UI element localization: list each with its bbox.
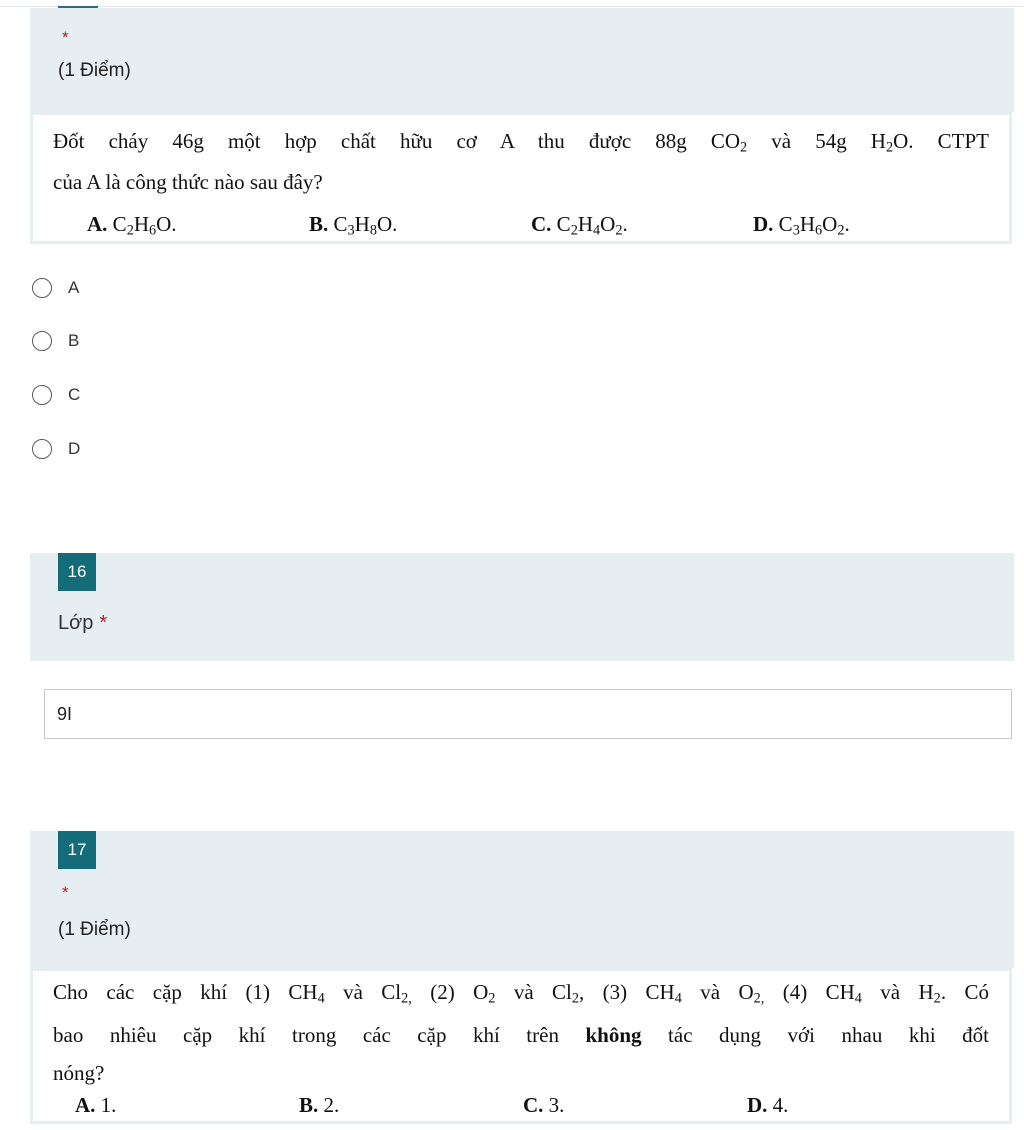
question-17-stem-line1: Cho các cặp khí (1) $CH_4$ và $Cl_{2,}$ (2) $O_2$ và $Cl_2$, (3) $CH_4$ và $O_{2,}$ (4) $CH_4$ và $H_2$. Có xyxy=(53,980,989,1007)
radio-circle-icon[interactable] xyxy=(32,439,52,459)
points-label: (1 Điểm) xyxy=(58,60,131,81)
image-option-b: B. $C_3H_8O$. xyxy=(309,212,398,239)
image-option-c: C. 3. xyxy=(523,1093,565,1117)
choice-label: A xyxy=(68,278,80,297)
question-17-stem-line2: bao nhiêu cặp khí trong các cặp khí trên không tác dụng với nhau khi đốt xyxy=(53,1023,990,1047)
question-number: 17 xyxy=(58,831,96,869)
question-15-header xyxy=(30,8,1014,112)
question-15-image-options xyxy=(53,207,989,241)
points-label: (1 Điểm) xyxy=(58,919,131,940)
image-option-b: B. 2. xyxy=(299,1093,340,1117)
question-17-image xyxy=(30,968,1012,1124)
question-16-header xyxy=(30,553,1014,661)
class-answer-input[interactable]: 9I xyxy=(44,689,1012,739)
image-option-c: C. $C_2H_4O_2$. xyxy=(531,212,628,239)
image-option-a: A. $C_2H_6O$. xyxy=(87,212,177,239)
question-15-image xyxy=(30,112,1012,244)
choice-a[interactable] xyxy=(32,276,79,300)
choice-d[interactable] xyxy=(32,437,80,461)
choice-label: D xyxy=(68,439,81,458)
radio-circle-icon[interactable] xyxy=(32,278,52,298)
choice-c[interactable] xyxy=(32,383,80,407)
image-option-d: D. 4. xyxy=(747,1093,789,1117)
question-15-stem-line1: Đốt cháy 46g một hợp chất hữu cơ A thu được 88g $CO_2$ và 54g $H_2O$. CTPT xyxy=(53,129,989,156)
question-17-image-options xyxy=(53,1088,989,1122)
choice-label: C xyxy=(68,385,81,404)
choice-label: B xyxy=(68,331,80,350)
question-17-stem-line3: nóng? xyxy=(53,1061,105,1085)
required-mark: * xyxy=(62,883,69,902)
question-15-stem-line2: của A là công thức nào sau đây? xyxy=(53,170,323,194)
question-17-header xyxy=(30,831,1014,968)
top-divider xyxy=(0,6,1024,7)
question-16-title xyxy=(58,612,107,635)
required-mark: * xyxy=(99,612,108,634)
question-number: 16 xyxy=(58,553,96,591)
image-option-d: D. $C_3H_6O_2$. xyxy=(753,212,850,239)
choice-b[interactable] xyxy=(32,329,79,353)
radio-circle-icon[interactable] xyxy=(32,385,52,405)
radio-circle-icon[interactable] xyxy=(32,331,52,351)
required-mark: * xyxy=(62,28,69,47)
image-option-a: A. 1. xyxy=(75,1093,117,1117)
question-title: Lớp xyxy=(58,612,94,634)
